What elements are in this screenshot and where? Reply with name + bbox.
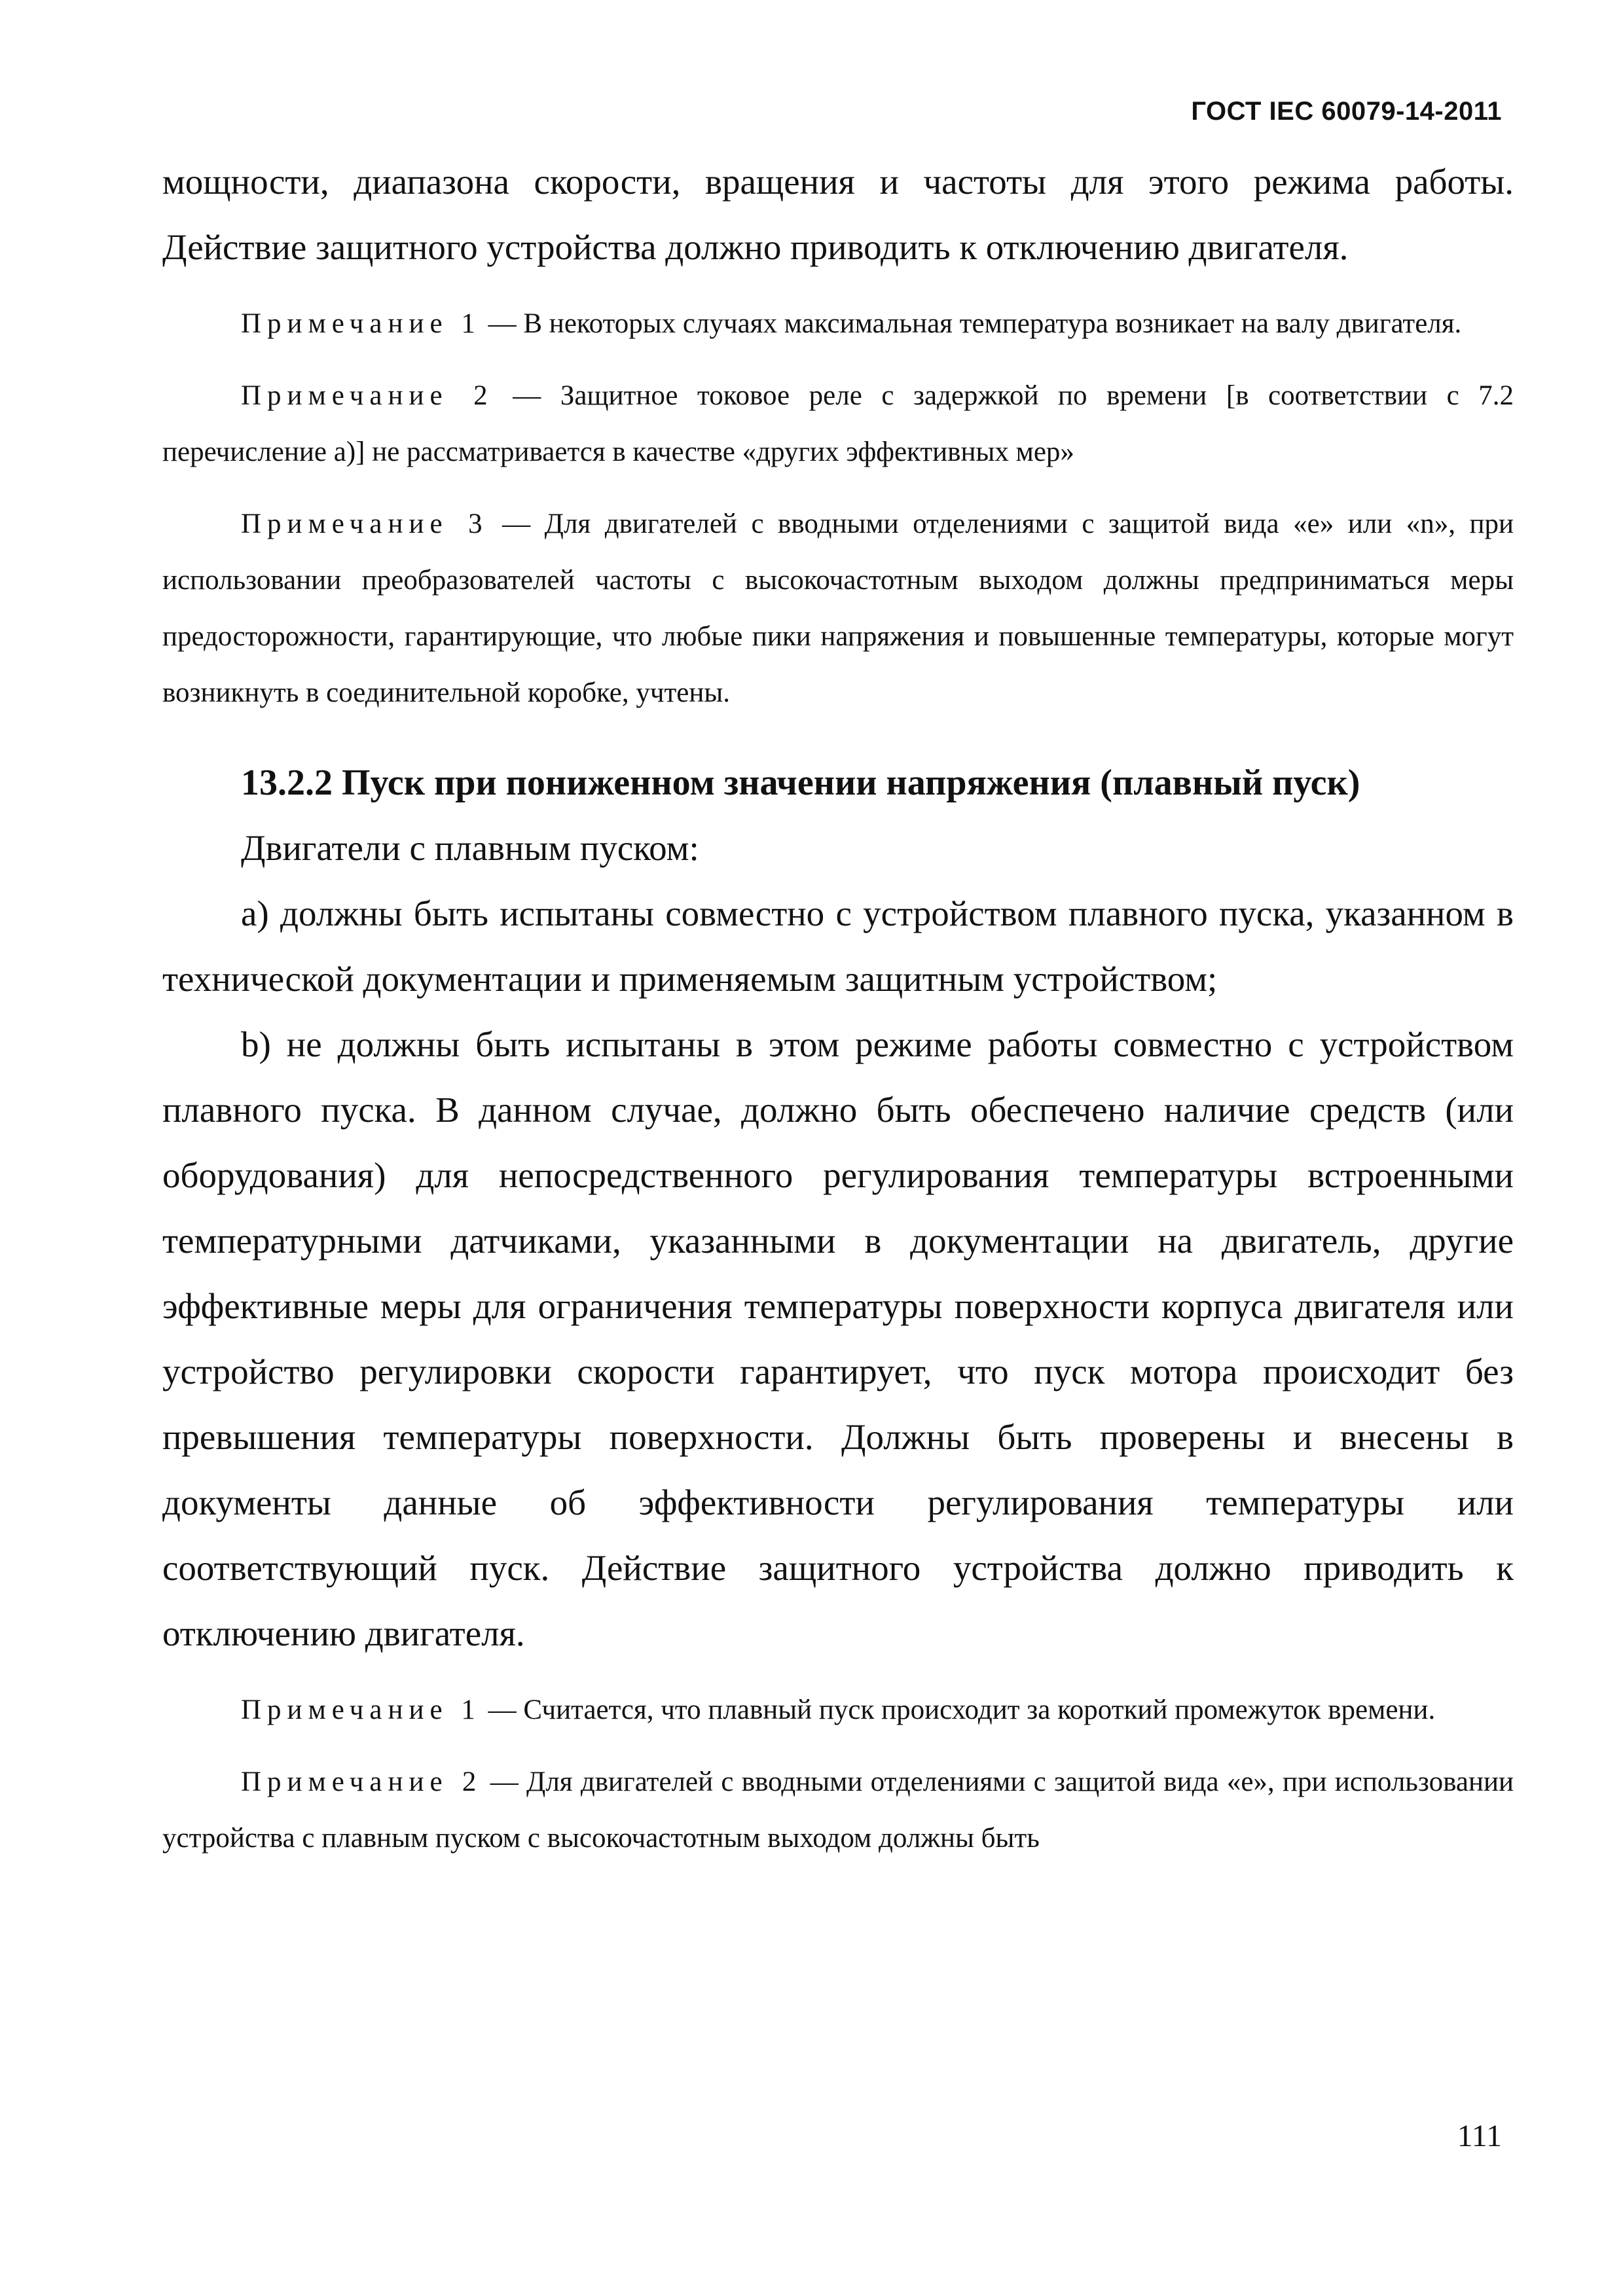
page-content [162,149,1514,1867]
note-label: Примечание 1 [241,308,481,339]
note-label: Примечание 2 [241,1767,483,1797]
note-label: Примечание 3 [241,509,488,539]
note-2-relay [162,368,1514,480]
note-text: — Считается, что плавный пуск происходит за короткий промежуток времени. [481,1695,1436,1725]
note-2-soft-start-device [162,1754,1514,1867]
note-text: — Для двигателей с вводными отделениями с защитой вида «е», при использовании устройства с плавным пуском с высокочастотным выходом должны быть [162,1767,1514,1854]
continuation-paragraph: мощности, диапазона скорости, вращения и частоты для этого режима работы. Действие защитного устройства должно приводить к отключению двигателя. [162,162,1514,267]
list-item-b: b) не должны быть испытаны в этом режиме работы совместно с устройством плавного пуска. В данном случае, должно быть обеспечено наличие средств (или оборудования) для непосредственного регулирования температуры встроенными температурными датчиками, указанными в документации на двигатель, другие эффективные меры для ограничения температуры поверхности корпуса двигателя или устройство регулировки скорости гарантирует, что пуск мотора происходит без превышения температуры поверхности. Должны быть проверены и внесены в документы данные об эффективности регулирования температуры или соответствующий пуск. Действие защитного устройства должно приводить к отключению двигателя. [162,1024,1514,1653]
list-item-a: а) должны быть испытаны совместно с устройством плавного пуска, указанном в технической документации и применяемым защитным устройством; [162,893,1514,999]
note-label: Примечание 1 [241,1695,481,1725]
intro-paragraph: Двигатели с плавным пуском: [241,828,699,868]
note-1-shaft [162,296,1514,352]
note-text: — Защитное токовое реле с задержкой по времени [в соответствии с 7.2 перечисление а)] не рассматривается в качестве «других эффективных мер» [162,380,1514,467]
note-3-converters [162,496,1514,721]
section-heading: 13.2.2 Пуск при пониженном значении напряжения (плавный пуск) [241,762,1360,803]
note-1-soft-start [162,1682,1514,1738]
note-text: — Для двигателей с вводными отделениями с защитой вида «е» или «n», при использовании преобразователей частоты с высокочастотным выходом должны предприниматься меры предосторожности, гарантирующие, что любые пики напряжения и повышенные температуры, которые могут возникнуть в соединительной коробке, учтены. [162,509,1514,708]
note-label: Примечание 2 [241,380,494,411]
page-number: 111 [1457,2119,1502,2153]
note-text: — В некоторых случаях максимальная температура возникает на валу двигателя. [481,308,1462,339]
document-code-header: ГОСТ IEC 60079-14-2011 [1191,97,1502,126]
